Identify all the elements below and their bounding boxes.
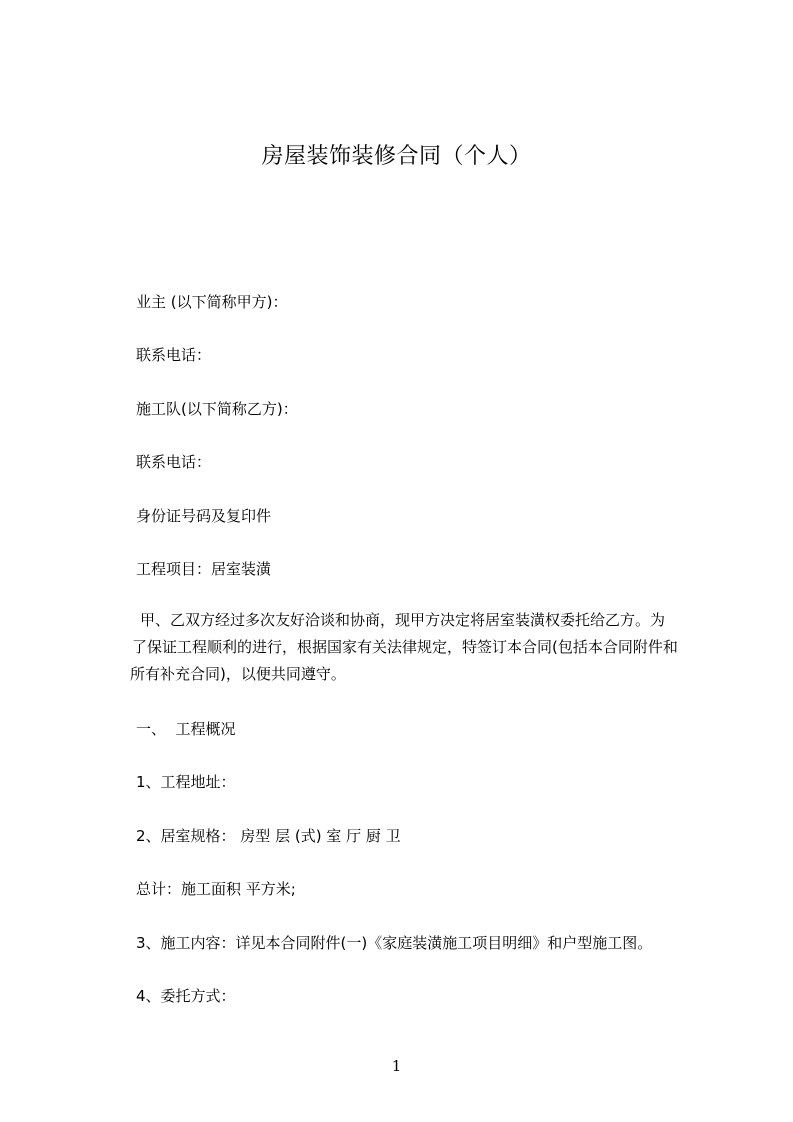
- intro-paragraph: [130, 607, 701, 688]
- intro-line-2: 了保证工程顺利的进行，根据国家有关法律规定，特签订本合同(包括本合同附件和: [132, 638, 678, 656]
- section-1-total: 总计：施工面积 平方米;: [136, 880, 296, 898]
- section-1-item-2: 2、居室规格： 房型 层 (式) 室 厅 厨 卫: [136, 827, 401, 845]
- intro-line-1: 甲、乙双方经过多次友好洽谈和协商，现甲方决定将居室装潢权委托给乙方。为: [140, 611, 666, 629]
- owner-phone-label: 联系电话：: [136, 346, 212, 364]
- contractor-phone-label: 联系电话：: [136, 453, 212, 471]
- owner-field-label: 业主 (以下简称甲方)：: [136, 293, 288, 311]
- id-card-label: 身份证号码及复印件: [136, 507, 272, 525]
- intro-line-3: 所有补充合同)，以便共同遵守。: [130, 665, 346, 683]
- document-title: 房屋装饰装修合同（个人）: [261, 144, 532, 169]
- section-1-heading: 一、 工程概况: [136, 720, 236, 738]
- section-1-item-3: 3、施工内容：详见本合同附件(一)《家庭装潢施工项目明细》和户型施工图。: [136, 934, 653, 952]
- section-1-item-4: 4、委托方式：: [136, 987, 236, 1005]
- page-number: 1: [391, 1057, 402, 1075]
- contractor-field-label: 施工队(以下简称乙方)：: [136, 400, 298, 418]
- project-label: 工程项目：居室装潢: [136, 560, 272, 578]
- section-1-item-1: 1、工程地址：: [136, 773, 236, 791]
